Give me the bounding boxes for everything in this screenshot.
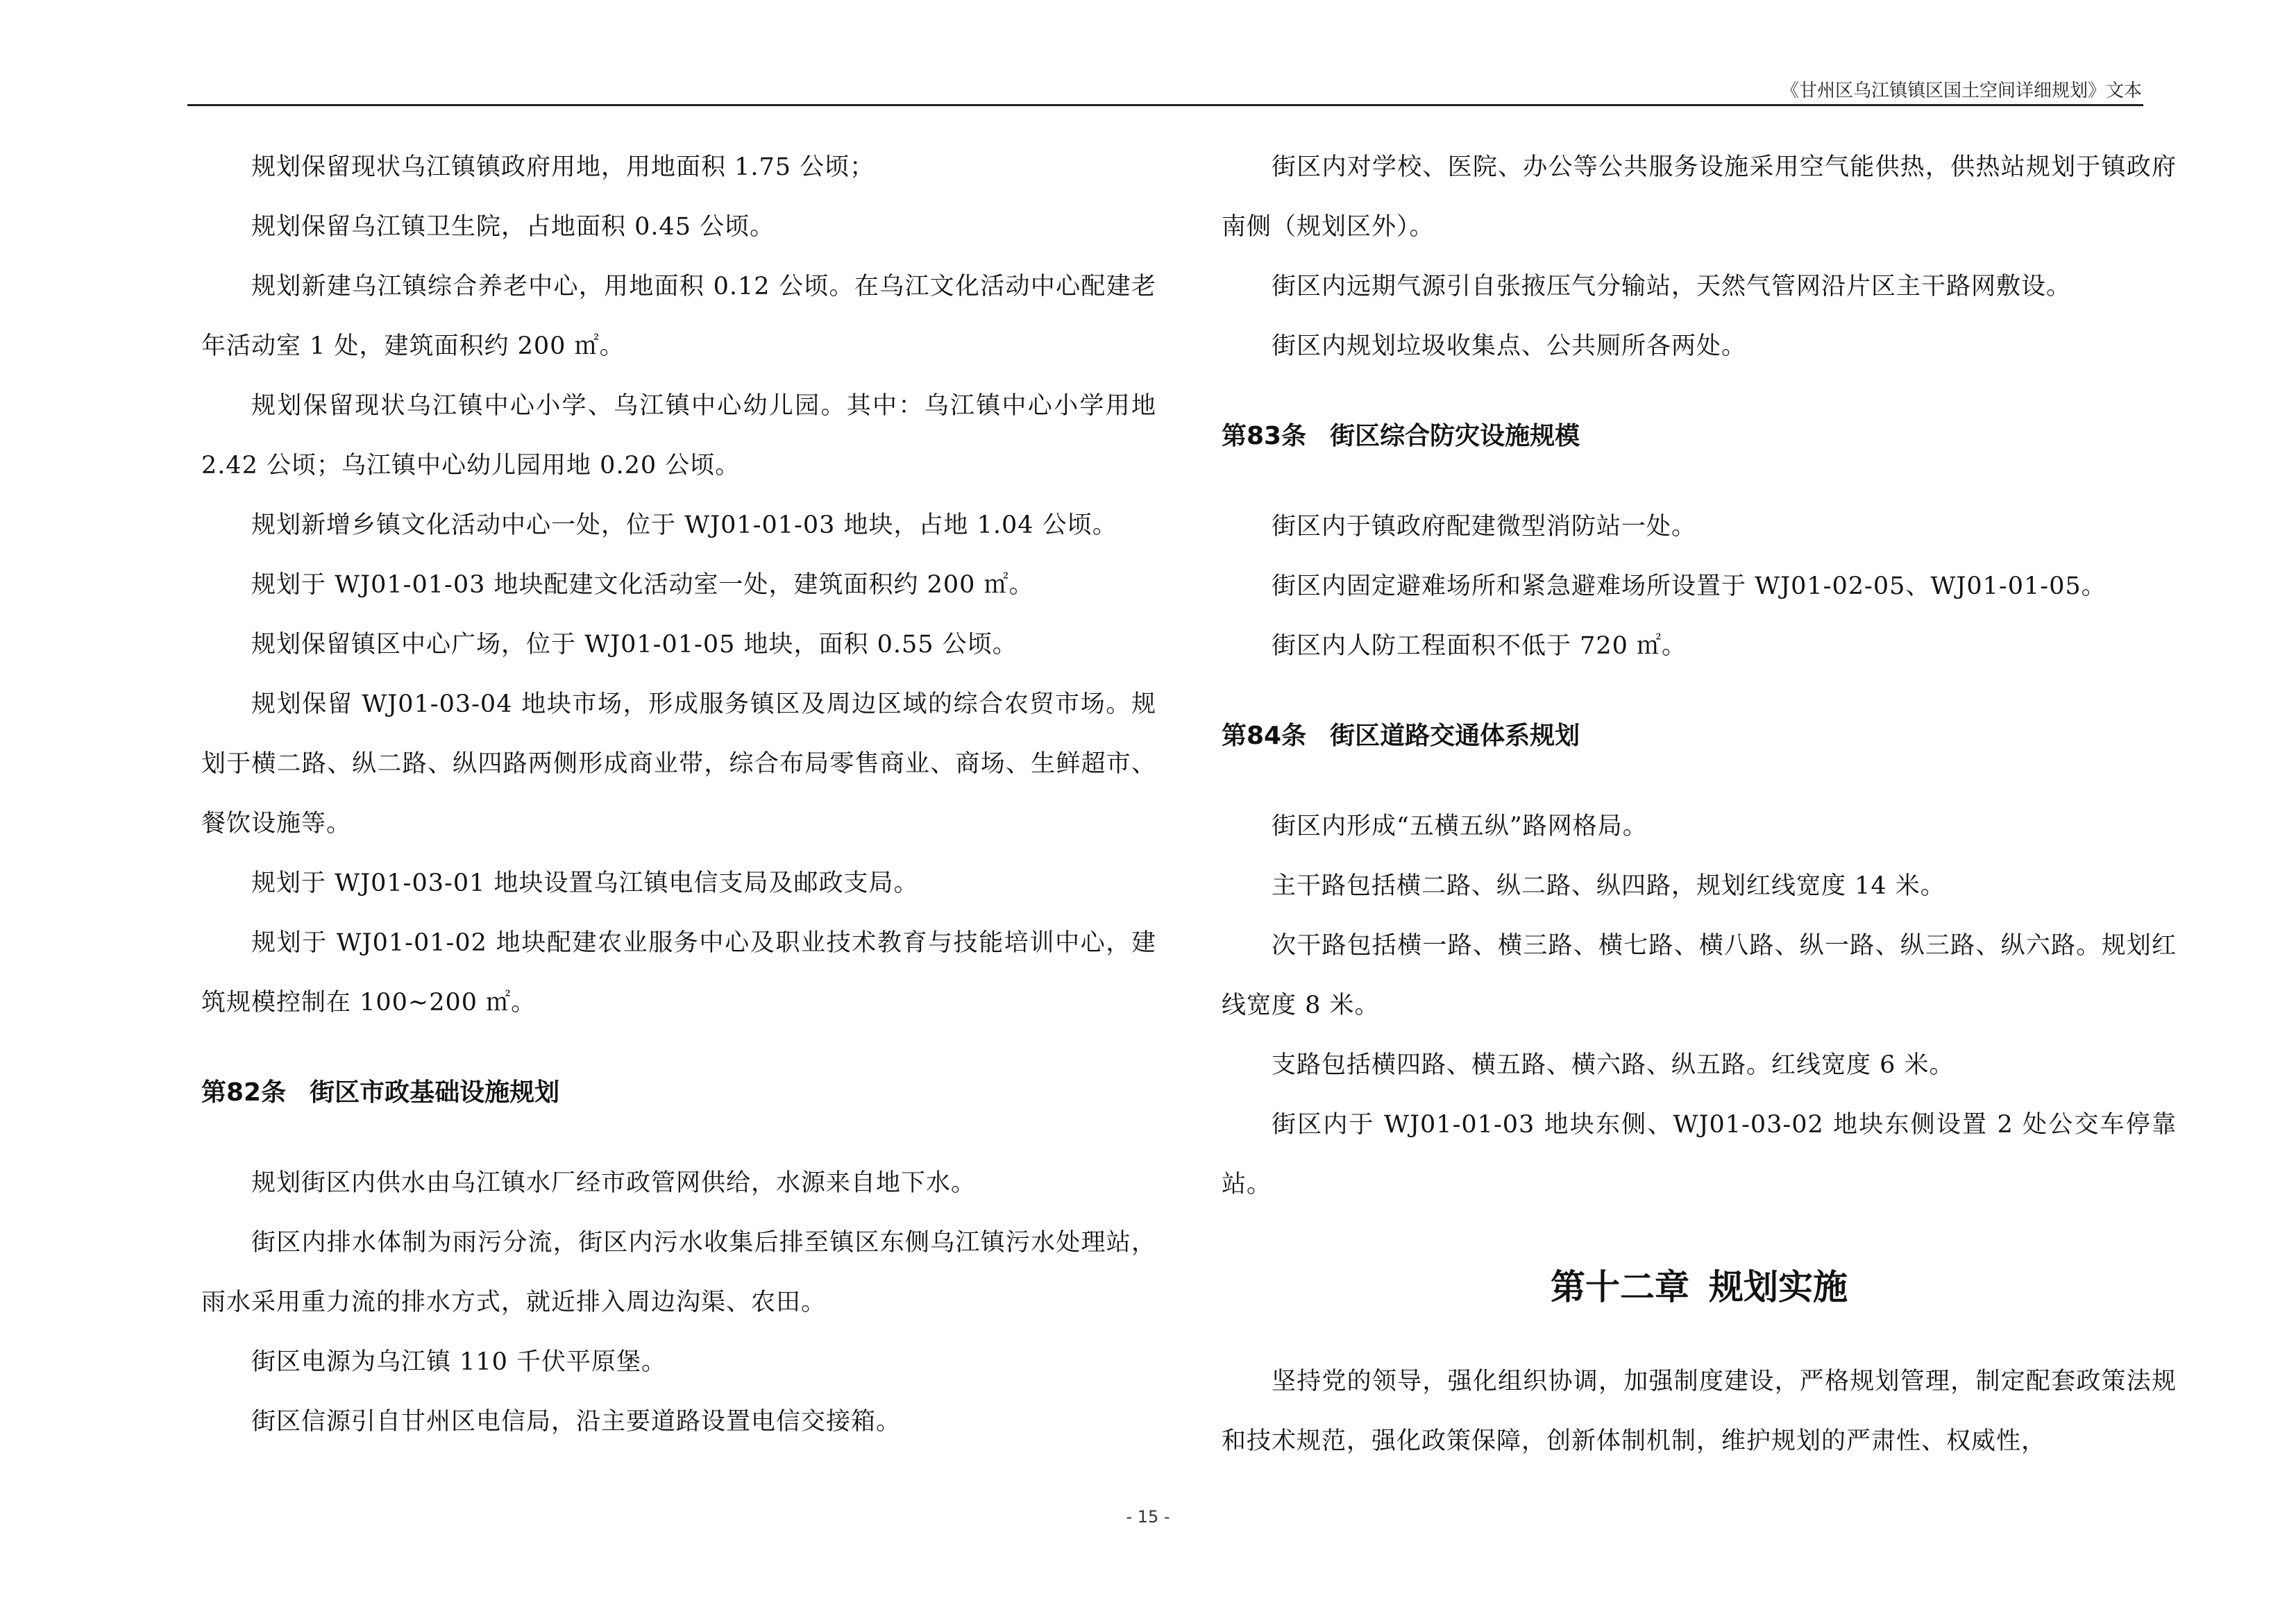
paragraph: 街区内人防工程面积不低于 720 ㎡。 — [1272, 632, 1687, 660]
paragraph: 规划保留镇区中心广场，位于 WJ01-01-05 地块，面积 0.55 公顷。 — [251, 631, 1018, 658]
paragraph: 规划保留乌江镇卫生院，占地面积 0.45 公顷。 — [251, 213, 775, 241]
chapter-number: 第十二章 — [1551, 1267, 1689, 1307]
header-divider — [187, 104, 2143, 106]
right-column — [1222, 137, 2177, 1471]
article-number: 第83条 — [1222, 422, 1307, 450]
paragraph: 街区信源引自甘州区电信局，沿主要道路设置电信交接箱。 — [251, 1408, 902, 1436]
document-header-title: 《甘州区乌江镇镇区国土空间详细规划》文本 — [1780, 80, 2142, 101]
article-84-heading — [1222, 706, 2177, 766]
page-number: - 15 - — [1126, 1507, 1170, 1527]
article-title: 街区市政基础设施规划 — [310, 1078, 560, 1107]
article-number: 第84条 — [1222, 722, 1307, 750]
paragraph: 支路包括横四路、横五路、横六路、纵五路。红线宽度 6 米。 — [1272, 1051, 1955, 1079]
paragraph: 次干路包括横一路、横三路、横七路、横八路、纵一路、纵三路、纵六路。规划红线宽度 8 米。 — [1222, 932, 2177, 1019]
article-title: 街区综合防灾设施规模 — [1330, 422, 1580, 450]
paragraph: 规划保留 WJ01-03-04 地块市场，形成服务镇区及周边区域的综合农贸市场。规划于横二路、纵二路、纵四路两侧形成商业带，综合布局零售商业、商场、生鲜超市、餐饮设施等。 — [201, 690, 1156, 838]
paragraph: 街区内固定避难场所和紧急避难场所设置于 WJ01-02-05、WJ01-01-05。 — [1272, 572, 2107, 600]
paragraph: 规划保留现状乌江镇镇政府用地，用地面积 1.75 公顷； — [251, 153, 875, 181]
paragraph: 街区内规划垃圾收集点、公共厕所各两处。 — [1272, 332, 1747, 360]
article-82-heading — [201, 1063, 1156, 1123]
paragraph: 规划街区内供水由乌江镇水厂经市政管网供给，水源来自地下水。 — [251, 1169, 977, 1197]
paragraph: 街区内于 WJ01-01-03 地块东侧、WJ01-03-02 地块东侧设置 2 处公交车停靠站。 — [1222, 1111, 2177, 1198]
paragraph: 街区电源为乌江镇 110 千伏平原堡。 — [251, 1348, 667, 1376]
paragraph: 主干路包括横二路、纵二路、纵四路，规划红线宽度 14 米。 — [1272, 872, 1945, 900]
paragraph: 规划于 WJ01-01-02 地块配建农业服务中心及职业技术教育与技能培训中心，建筑规模控制在 100~200 ㎡。 — [201, 929, 1156, 1017]
paragraph: 坚持党的领导，强化组织协调，加强制度建设，严格规划管理，制定配套政策法规和技术规范，强化政策保障，创新体制机制，维护规划的严肃性、权威性， — [1222, 1368, 2177, 1455]
paragraph: 规划新增乡镇文化活动中心一处，位于 WJ01-01-03 地块，占地 1.04 公顷。 — [251, 511, 1117, 539]
chapter-12-heading — [1222, 1256, 2177, 1318]
article-number: 第82条 — [201, 1078, 287, 1107]
paragraph: 街区内于镇政府配建微型消防站一处。 — [1272, 513, 1697, 541]
paragraph: 街区内对学校、医院、办公等公共服务设施采用空气能供热，供热站规划于镇政府南侧（规划区外）。 — [1222, 153, 2177, 241]
chapter-title: 规划实施 — [1709, 1267, 1848, 1307]
left-column — [201, 137, 1156, 1452]
paragraph: 规划于 WJ01-01-03 地块配建文化活动室一处，建筑面积约 200 ㎡。 — [251, 571, 1034, 599]
article-title: 街区道路交通体系规划 — [1330, 722, 1580, 750]
paragraph: 规划于 WJ01-03-01 地块设置乌江镇电信支局及邮政支局。 — [251, 869, 919, 897]
article-83-heading — [1222, 407, 2177, 466]
paragraph: 规划保留现状乌江镇中心小学、乌江镇中心幼儿园。其中：乌江镇中心小学用地 2.42 公顷；乌江镇中心幼儿园用地 0.20 公顷。 — [201, 392, 1156, 479]
paragraph: 街区内排水体制为雨污分流，街区内污水收集后排至镇区东侧乌江镇污水处理站，雨水采用重力流的排水方式，就近排入周边沟渠、农田。 — [201, 1229, 1156, 1316]
paragraph: 街区内远期气源引自张掖压气分输站，天然气管网沿片区主干路网敷设。 — [1272, 273, 2072, 300]
paragraph: 街区内形成“五横五纵”路网格局。 — [1272, 813, 1648, 840]
paragraph: 规划新建乌江镇综合养老中心，用地面积 0.12 公顷。在乌江文化活动中心配建老年活动室 1 处，建筑面积约 200 ㎡。 — [201, 273, 1156, 360]
